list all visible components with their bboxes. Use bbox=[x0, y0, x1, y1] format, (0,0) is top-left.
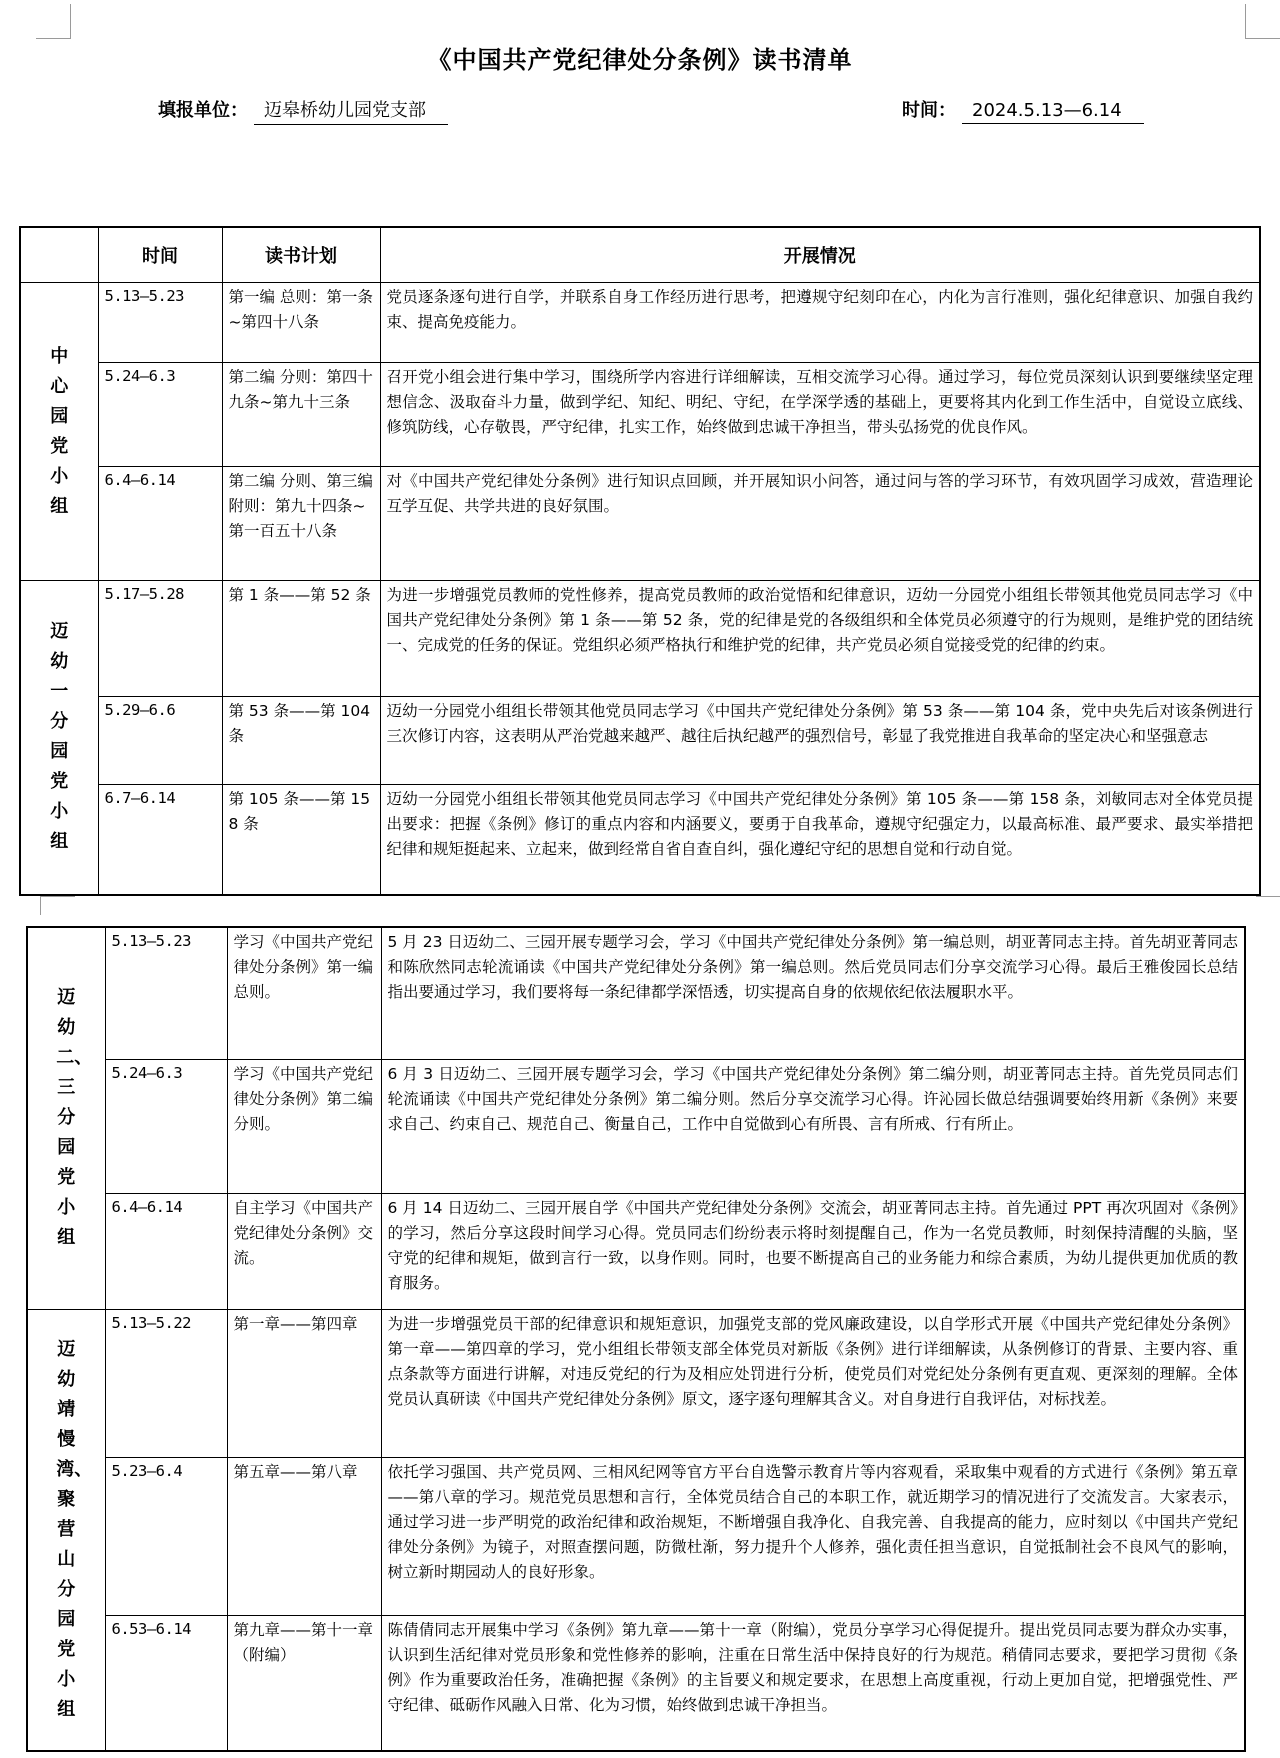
header-plan: 读书计划 bbox=[222, 227, 380, 283]
table-row bbox=[20, 697, 1260, 785]
detail-cell: 6 月 3 日迈幼二、三园开展专题学习会，学习《中国共产党纪律处分条例》第二编分则，胡亚菁同志主持。首先党员同志们轮流诵读《中国共产党纪律处分条例》第二编分则。然后分享交流学习心得。许沁园长做总结强调要始终用新《条例》来要求自己、约束自己、规范自己、衡量自己，工作中自觉做到心有所畏、言有所戒、行有所止。 bbox=[381, 1059, 1245, 1193]
unit-info bbox=[158, 96, 448, 125]
plan-cell: 第一章——第四章 bbox=[227, 1309, 381, 1457]
plan-cell: 第五章——第八章 bbox=[227, 1457, 381, 1615]
time-info bbox=[902, 96, 1144, 124]
time-cell: 6.53—6.14 bbox=[105, 1615, 227, 1751]
detail-cell: 召开党小组会进行集中学习，围绕所学内容进行详细解读，互相交流学习心得。通过学习，每位党员深刻认识到要继续坚定理想信念、汲取奋斗力量，做到学纪、知纪、明纪、守纪，在学深学透的基础上，更要将其内化到工作生活中，自觉设立底线、修筑防线，心存敬畏，严守纪律，扎实工作，始终做到忠诚干净担当，带头弘扬党的优良作风。 bbox=[380, 363, 1260, 467]
header-detail: 开展情况 bbox=[380, 227, 1260, 283]
unit-label: 填报单位： bbox=[158, 100, 248, 121]
plan-cell: 学习《中国共产党纪律处分条例》第一编总则。 bbox=[227, 927, 381, 1059]
crop-mark-top-left bbox=[36, 4, 71, 39]
group-name: 迈幼一分园党小组 bbox=[50, 621, 69, 853]
reading-table-page-1 bbox=[19, 226, 1261, 896]
unit-value: 迈皋桥幼儿园党支部 bbox=[254, 96, 448, 125]
table-row bbox=[20, 467, 1260, 581]
plan-cell: 第二编 分则：第四十九条~第九十三条 bbox=[222, 363, 380, 467]
plan-cell: 第 1 条——第 52 条 bbox=[222, 581, 380, 697]
time-cell: 5.13—5.22 bbox=[105, 1309, 227, 1457]
time-cell: 5.29—6.6 bbox=[98, 697, 222, 785]
plan-cell: 自主学习《中国共产党纪律处分条例》交流。 bbox=[227, 1193, 381, 1309]
detail-cell: 6 月 14 日迈幼二、三园开展自学《中国共产党纪律处分条例》交流会，胡亚菁同志主持。首先通过 PPT 再次巩固对《条例》的学习，然后分享这段时间学习心得。党员同志们纷纷表示将时刻提醒自己，作为一名党员教师，时刻保持清醒的头脑，坚守党的纪律和规矩，做到言行一致，以身作则。同时，也要不断提高自己的业务能力和综合素质，为幼儿提供更加优质的教育服务。 bbox=[381, 1193, 1245, 1309]
table-row bbox=[27, 927, 1245, 1059]
detail-cell: 依托学习强国、共产党员网、三相风纪网等官方平台自选警示教育片等内容观看，采取集中观看的方式进行《条例》第五章——第八章的学习。规范党员思想和言行，全体党员结合自己的本职工作，就近期学习的情况进行了交流发言。大家表示，通过学习进一步严明党的政治纪律和政治规矩，不断增强自我净化、自我完善、自我提高的能力，应时刻以《中国共产党纪律处分条例》为镜子，对照查摆问题，防微杜渐，努力提升个人修养，强化责任担当意识，自觉抵制社会不良风气的影响，树立新时期园动人的良好形象。 bbox=[381, 1457, 1245, 1615]
detail-cell: 陈倩倩同志开展集中学习《条例》第九章——第十一章（附编），党员分享学习心得促提升。提出党员同志要为群众办实事，认识到生活纪律对党员形象和党性修养的影响，注重在日常生活中保持良好的行为规范。稍倩同志要求，要把学习贯彻《条例》作为重要政治任务，准确把握《条例》的主旨要义和规定要求，在思想上高度重视，行动上更加自觉，把增强党性、严守纪律、砥砺作风融入日常、化为习惯，始终做到忠诚干净担当。 bbox=[381, 1615, 1245, 1751]
time-cell: 6.7—6.14 bbox=[98, 785, 222, 895]
table-row bbox=[20, 363, 1260, 467]
time-label: 时间： bbox=[902, 100, 956, 121]
detail-cell: 对《中国共产党纪律处分条例》进行知识点回顾，并开展知识小问答，通过问与答的学习环节，有效巩固学习成效，营造理论互学互促、共学共进的良好氛围。 bbox=[380, 467, 1260, 581]
table-row bbox=[27, 1309, 1245, 1457]
time-cell: 5.24—6.3 bbox=[98, 363, 222, 467]
table-row bbox=[20, 283, 1260, 363]
page-break-mark-right bbox=[1256, 896, 1280, 915]
time-cell: 5.13—5.23 bbox=[105, 927, 227, 1059]
plan-cell: 第九章——第十一章（附编） bbox=[227, 1615, 381, 1751]
page-break-mark-left bbox=[40, 896, 75, 915]
time-cell: 6.4—6.14 bbox=[98, 467, 222, 581]
reading-table-page-2 bbox=[26, 926, 1246, 1752]
plan-cell: 学习《中国共产党纪律处分条例》第二编分则。 bbox=[227, 1059, 381, 1193]
detail-cell: 为进一步增强党员干部的纪律意识和规矩意识，加强党支部的党风廉政建设，以自学形式开展《中国共产党纪律处分条例》第一章——第四章的学习，党小组组长带领支部全体党员对新版《条例》进行详细解读，从条例修订的背景、主要内容、重点条款等方面进行讲解，对违反党纪的行为及相应处罚进行分析，使党员们对党纪处分条例有更直观、更深刻的理解。全体党员认真研读《中国共产党纪律处分条例》原文，逐字逐句理解其含义。对自身进行自我评估，对标找差。 bbox=[381, 1309, 1245, 1457]
group-cell bbox=[20, 283, 98, 581]
detail-cell: 党员逐条逐句进行自学，并联系自身工作经历进行思考，把遵规守纪刻印在心，内化为言行准则，强化纪律意识、加强自我约束、提高免疫能力。 bbox=[380, 283, 1260, 363]
header-time: 时间 bbox=[98, 227, 222, 283]
plan-cell: 第一编 总则：第一条~第四十八条 bbox=[222, 283, 380, 363]
time-cell: 5.13—5.23 bbox=[98, 283, 222, 363]
time-cell: 6.4—6.14 bbox=[105, 1193, 227, 1309]
time-cell: 5.17—5.28 bbox=[98, 581, 222, 697]
table-header-row bbox=[20, 227, 1260, 283]
detail-cell: 为进一步增强党员教师的党性修养，提高党员教师的政治觉悟和纪律意识，迈幼一分园党小组组长带领其他党员同志学习《中国共产党纪律处分条例》第 1 条——第 52 条，党的纪律是党的各级组织和全体党员必须遵守的行为规则，是维护党的团结统一、完成党的任务的保证。党组织必须严格执行和维护党的纪律，共产党员必须自觉接受党的纪律的约束。 bbox=[380, 581, 1260, 697]
table-row bbox=[27, 1059, 1245, 1193]
time-cell: 5.23—6.4 bbox=[105, 1457, 227, 1615]
group-name: 迈幼二、三分园党小组 bbox=[56, 987, 93, 1249]
crop-mark-top-right bbox=[1245, 4, 1280, 39]
group-cell bbox=[20, 581, 98, 895]
group-cell bbox=[27, 927, 105, 1309]
plan-cell: 第二编 分则、第三编 附则：第九十四条~第一百五十八条 bbox=[222, 467, 380, 581]
group-cell bbox=[27, 1309, 105, 1751]
header-group bbox=[20, 227, 98, 283]
table-row bbox=[27, 1615, 1245, 1751]
table-row bbox=[27, 1193, 1245, 1309]
group-name: 迈幼靖慢湾、聚营山分园党小组 bbox=[56, 1338, 93, 1720]
detail-cell: 5 月 23 日迈幼二、三园开展专题学习会，学习《中国共产党纪律处分条例》第一编总则，胡亚菁同志主持。首先胡亚菁同志和陈欣然同志轮流诵读《中国共产党纪律处分条例》第一编总则。然后党员同志们分享交流学习心得。最后王雅俊园长总结指出要通过学习，我们要将每一条纪律都学深悟透，切实提高自身的依规依纪依法履职水平。 bbox=[381, 927, 1245, 1059]
plan-cell: 第 105 条——第 158 条 bbox=[222, 785, 380, 895]
table-row bbox=[27, 1457, 1245, 1615]
time-cell: 5.24—6.3 bbox=[105, 1059, 227, 1193]
group-name: 中心园党小组 bbox=[50, 345, 69, 517]
detail-cell: 迈幼一分园党小组组长带领其他党员同志学习《中国共产党纪律处分条例》第 53 条——第 104 条，党中央先后对该条例进行三次修订内容，这表明从严治党越来越严、越往后执纪越严的强烈信号，彰显了我党推进自我革命的坚定决心和坚强意志 bbox=[380, 697, 1260, 785]
plan-cell: 第 53 条——第 104 条 bbox=[222, 697, 380, 785]
time-value: 2024.5.13—6.14 bbox=[962, 100, 1144, 124]
detail-cell: 迈幼一分园党小组组长带领其他党员同志学习《中国共产党纪律处分条例》第 105 条——第 158 条，刘敏同志对全体党员提出要求：把握《条例》修订的重点内容和内涵要义，要勇于自我革命，遵规守纪强定力，以最高标准、最严要求、最实举措把纪律和规矩挺起来、立起来，做到经常自省自查自纠，强化遵纪守纪的思想自觉和行动自觉。 bbox=[380, 785, 1260, 895]
table-row bbox=[20, 581, 1260, 697]
document-title: 《中国共产党纪律处分条例》读书清单 bbox=[427, 46, 853, 74]
table-row bbox=[20, 785, 1260, 895]
